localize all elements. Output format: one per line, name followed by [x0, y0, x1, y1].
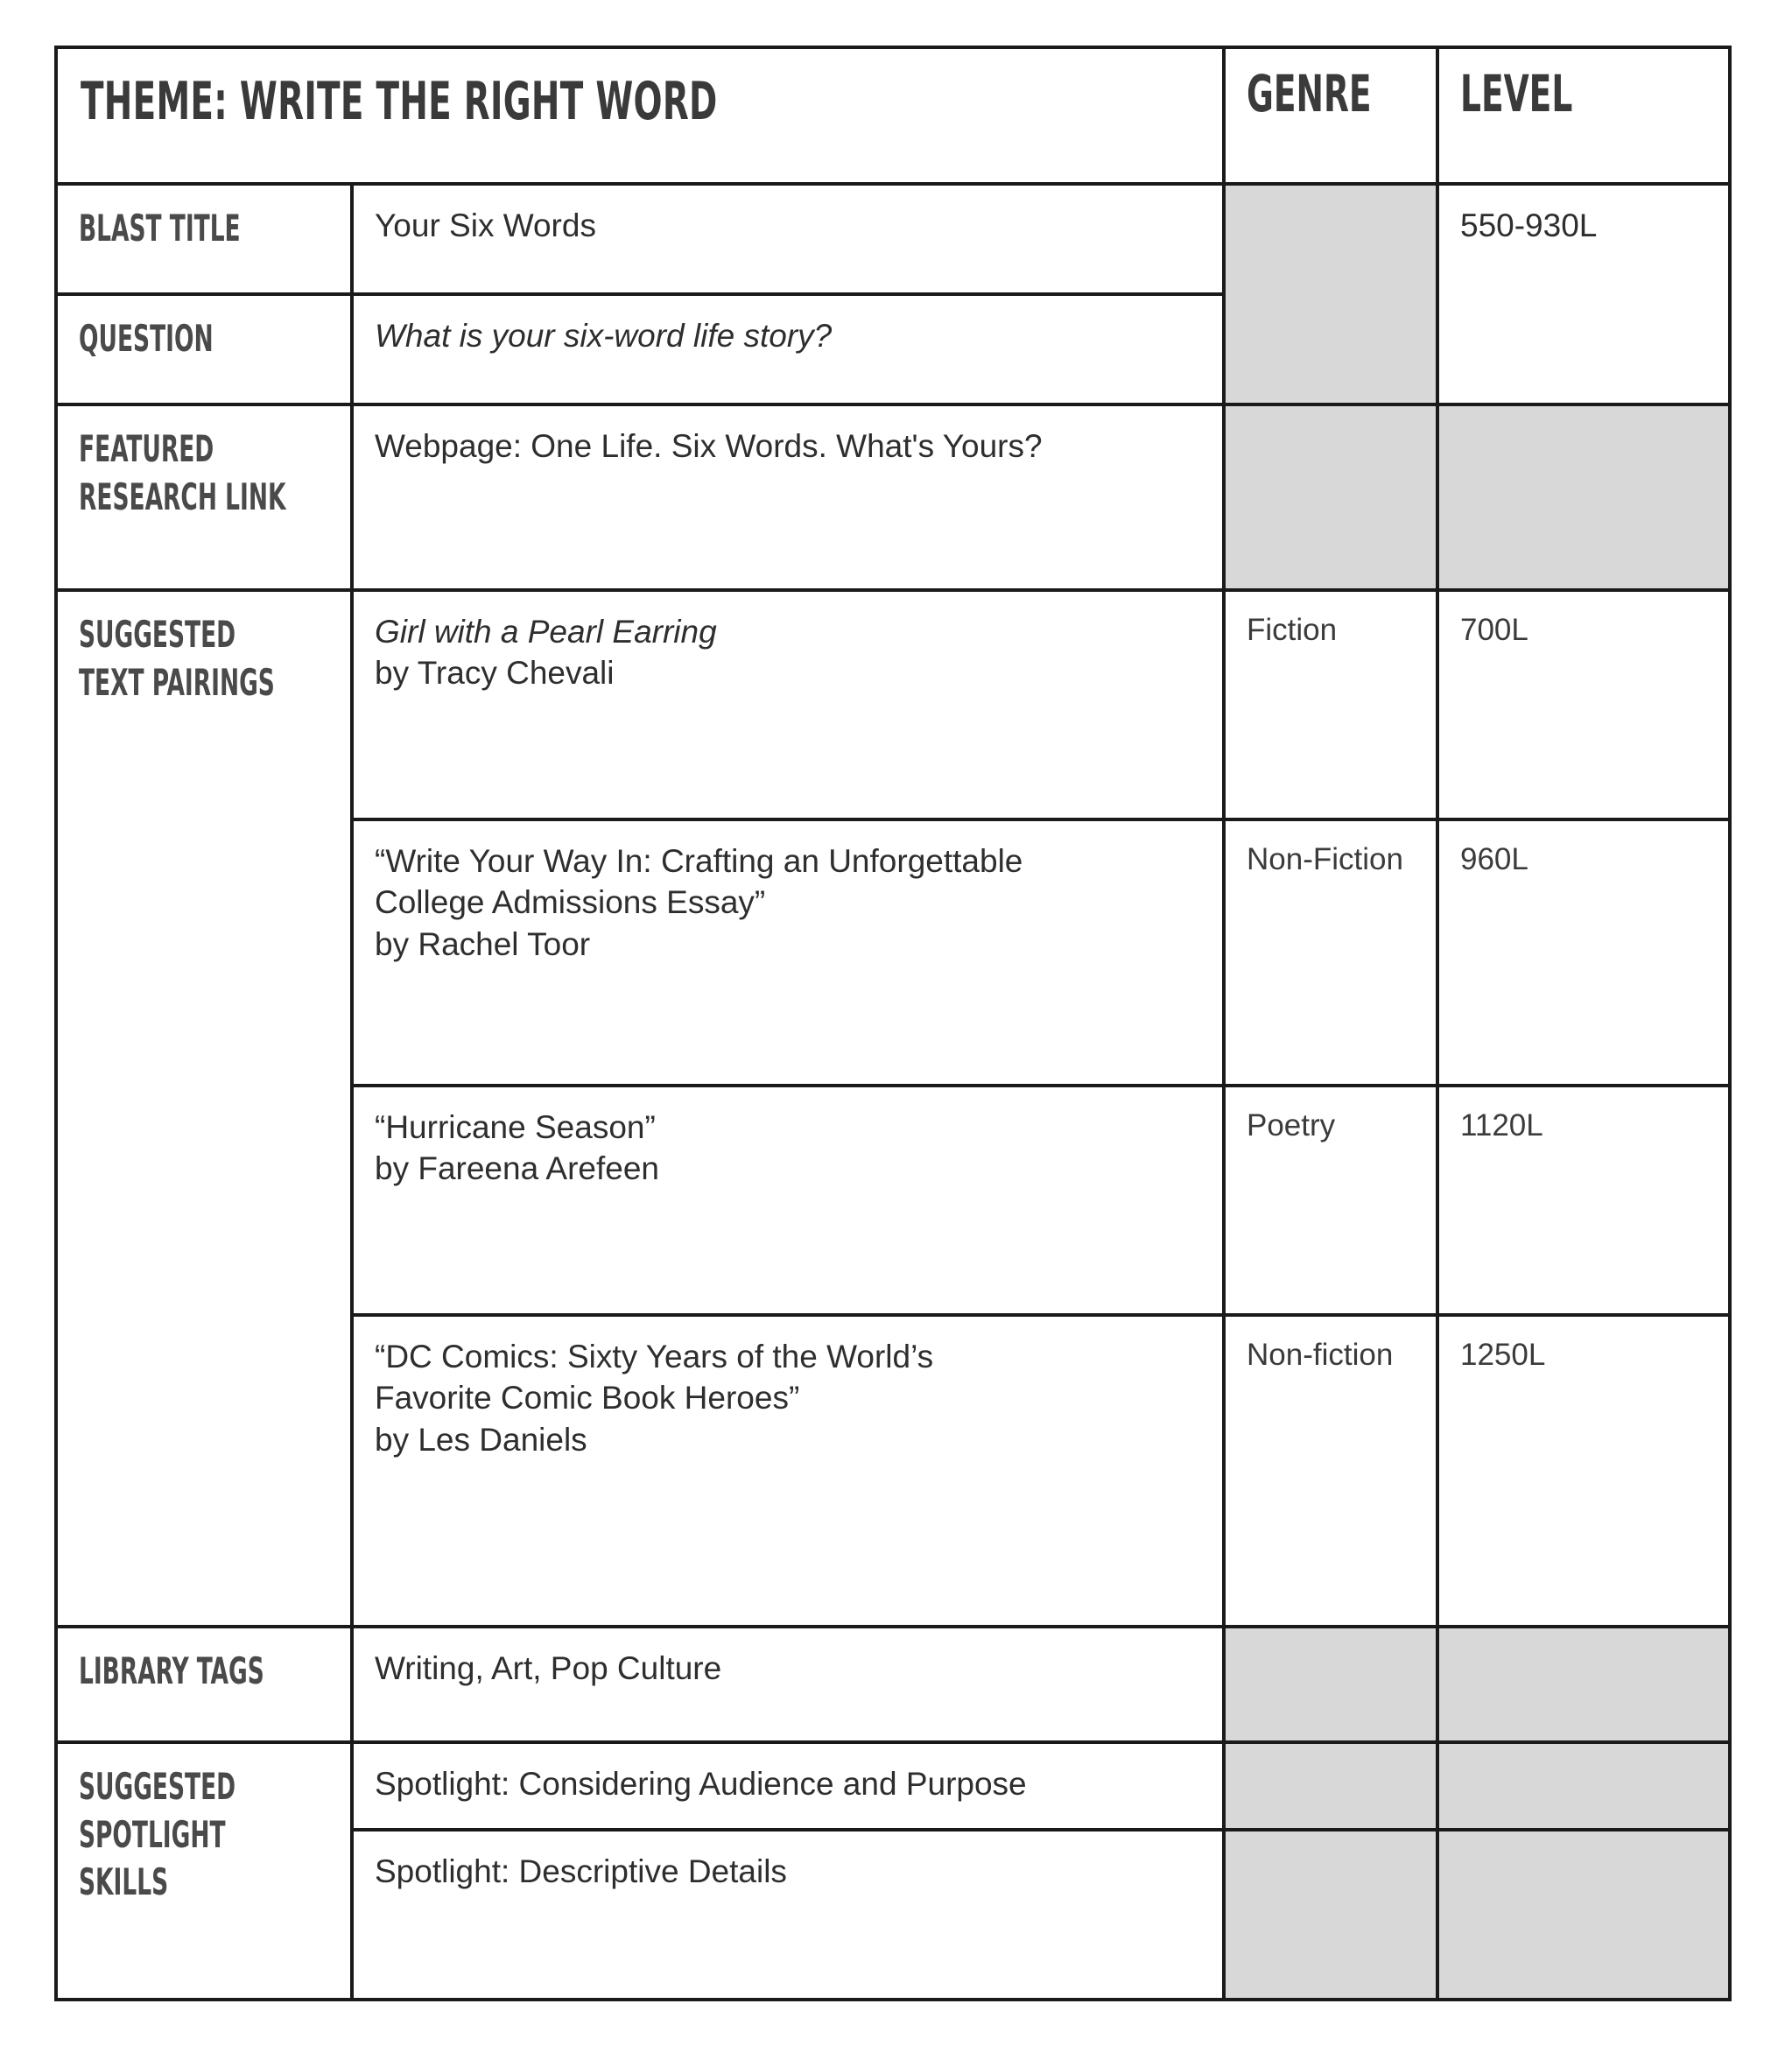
spotlight-skill-2-level-shaded-cell	[1437, 1830, 1730, 2000]
text-pairing-4-level-cell	[1437, 1315, 1730, 1627]
level-column-header: LEVEL	[1460, 64, 1573, 123]
suggested-text-pairings-label-cell	[56, 590, 352, 1627]
question-value: What is your six-word life story?	[375, 318, 833, 354]
table-header-row	[56, 47, 1730, 184]
table-row-spotlight-skill-1	[56, 1742, 1730, 1830]
text-pairing-4-level: 1250L	[1460, 1338, 1546, 1372]
library-tags-label: LIBRARY TAGS	[79, 1649, 264, 1692]
spotlight-skill-2-genre-shaded-cell	[1224, 1830, 1437, 2000]
text-pairing-2-value-cell	[352, 819, 1224, 1086]
library-tags-value-cell	[352, 1627, 1224, 1742]
text-pairing-2-genre-cell	[1224, 819, 1437, 1086]
text-pairing-2-level: 960L	[1460, 842, 1528, 876]
question-value-cell	[352, 294, 1224, 404]
spotlight-skill-1-value-cell	[352, 1742, 1224, 1830]
featured-genre-shaded-cell	[1224, 404, 1437, 590]
text-pairing-3-value-cell	[352, 1086, 1224, 1315]
table-row-text-pairing-1	[56, 590, 1730, 819]
question-label-cell	[56, 294, 352, 404]
featured-research-link-value-cell	[352, 404, 1224, 590]
blast-level-value: 550-930L	[1460, 207, 1598, 243]
text-pairing-4-value: “DC Comics: Sixty Years of the World’s Favorite Comic Book Heroes” by Les Daniels	[375, 1339, 934, 1458]
genre-column-header-cell	[1224, 47, 1437, 184]
suggested-spotlight-skills-label-cell	[56, 1742, 352, 2000]
text-pairing-2-value: “Write Your Way In: Crafting an Unforgettable College Admissions Essay” by Rachel Toor	[375, 843, 1023, 962]
blast-genre-shaded-cell	[1224, 184, 1437, 404]
text-pairing-1-level: 700L	[1460, 613, 1528, 647]
suggested-spotlight-skills-label: SUGGESTED SPOTLIGHT SKILLS	[79, 1765, 236, 1904]
text-pairing-3-level-cell	[1437, 1086, 1730, 1315]
spotlight-skill-1-level-shaded-cell	[1437, 1742, 1730, 1830]
library-tags-level-shaded-cell	[1437, 1627, 1730, 1742]
table-row-featured-research-link	[56, 404, 1730, 590]
text-pairing-1-genre: Fiction	[1247, 613, 1338, 647]
suggested-text-pairings-label: SUGGESTED TEXT PAIRINGS	[79, 613, 275, 704]
genre-column-header: GENRE	[1247, 64, 1372, 123]
text-pairing-1-genre-cell	[1224, 590, 1437, 819]
question-label: QUESTION	[79, 317, 214, 360]
blast-overview-table	[54, 46, 1732, 2001]
spotlight-skill-1-genre-shaded-cell	[1224, 1742, 1437, 1830]
page-title: THEME: WRITE THE RIGHT WORD	[81, 71, 718, 132]
blast-level-cell	[1437, 184, 1730, 404]
text-pairing-2-level-cell	[1437, 819, 1730, 1086]
library-tags-label-cell	[56, 1627, 352, 1742]
text-pairing-1-value: Girl with a Pearl Earring by Tracy Chevali	[375, 614, 717, 692]
text-pairing-1-value-cell	[352, 590, 1224, 819]
text-pairing-3-genre: Poetry	[1247, 1108, 1336, 1142]
blast-title-label-cell	[56, 184, 352, 294]
text-pairing-3-level: 1120L	[1460, 1108, 1543, 1142]
text-pairing-3-genre-cell	[1224, 1086, 1437, 1315]
theme-title-cell	[56, 47, 1224, 184]
text-pairing-1-level-cell	[1437, 590, 1730, 819]
blast-title-value: Your Six Words	[375, 207, 596, 243]
spotlight-skill-2-value-cell	[352, 1830, 1224, 2000]
blast-title-label: BLAST TITLE	[79, 207, 241, 250]
library-tags-genre-shaded-cell	[1224, 1627, 1437, 1742]
level-column-header-cell	[1437, 47, 1730, 184]
blast-title-value-cell	[352, 184, 1224, 294]
featured-research-link-value: Webpage: One Life. Six Words. What's Yours?	[375, 428, 1043, 464]
table-row-blast-title	[56, 184, 1730, 294]
text-pairing-2-genre: Non-Fiction	[1247, 842, 1403, 876]
library-tags-value: Writing, Art, Pop Culture	[375, 1650, 722, 1686]
spotlight-skill-2-value: Spotlight: Descriptive Details	[375, 1853, 787, 1889]
featured-research-link-label: FEATURED RESEARCH LINK	[79, 427, 286, 518]
featured-research-link-label-cell	[56, 404, 352, 590]
text-pairing-3-value: “Hurricane Season” by Fareena Arefeen	[375, 1109, 659, 1187]
spotlight-skill-1-value: Spotlight: Considering Audience and Purpose	[375, 1766, 1027, 1802]
featured-level-shaded-cell	[1437, 404, 1730, 590]
table-row-library-tags	[56, 1627, 1730, 1742]
text-pairing-4-genre: Non-fiction	[1247, 1338, 1394, 1372]
text-pairing-4-genre-cell	[1224, 1315, 1437, 1627]
text-pairing-4-value-cell	[352, 1315, 1224, 1627]
